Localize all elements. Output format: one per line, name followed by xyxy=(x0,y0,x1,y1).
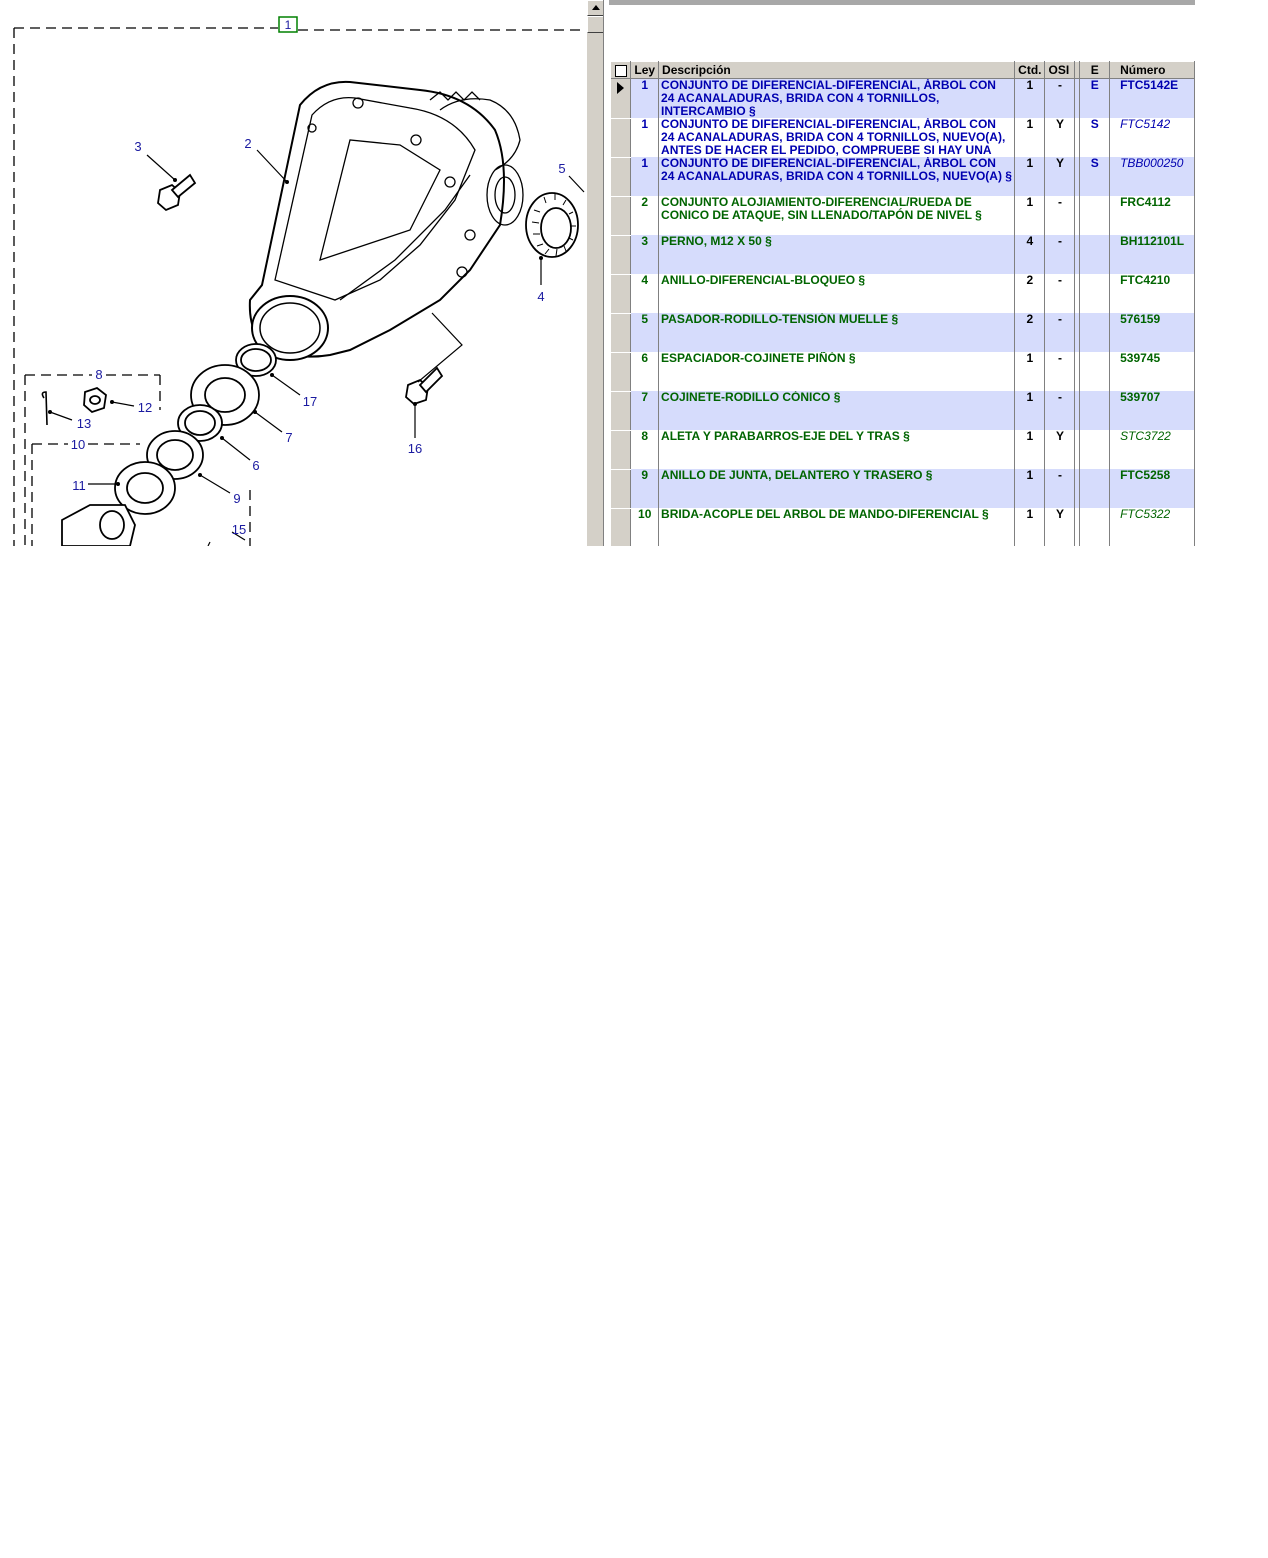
header-osi[interactable]: OSI xyxy=(1045,62,1075,79)
cell-numero: 539707 xyxy=(1110,391,1195,430)
cell-osi: Y xyxy=(1045,430,1075,469)
row-selector[interactable] xyxy=(611,352,631,391)
cell-osi: - xyxy=(1045,352,1075,391)
cell-osi: - xyxy=(1045,79,1075,119)
table-row[interactable] xyxy=(611,430,1195,469)
table-row[interactable] xyxy=(611,196,1195,235)
cell-osi: Y xyxy=(1045,118,1075,157)
select-all-checkbox[interactable] xyxy=(615,65,627,77)
cell-numero: FTC4210 xyxy=(1110,274,1195,313)
cell-e xyxy=(1080,196,1110,235)
cell-numero: FTC5258 xyxy=(1110,469,1195,508)
cell-descripcion: BRIDA-ACOPLE DEL ARBOL DE MANDO-DIFERENCIAL § xyxy=(659,508,1015,546)
callout-10: 10 xyxy=(70,437,86,452)
callout-5: 5 xyxy=(558,161,566,176)
table-row[interactable] xyxy=(611,469,1195,508)
row-selector[interactable] xyxy=(611,430,631,469)
callout-13: 13 xyxy=(76,416,92,431)
cell-ctd: 1 xyxy=(1015,352,1045,391)
callout-8: 8 xyxy=(95,367,103,382)
callout-17: 17 xyxy=(302,394,318,409)
cell-numero: 539745 xyxy=(1110,352,1195,391)
bolt-part-16 xyxy=(406,368,442,404)
select-all-header[interactable] xyxy=(611,62,631,79)
cell-ley: 1 xyxy=(631,118,659,157)
cell-ley: 7 xyxy=(631,391,659,430)
row-selector[interactable] xyxy=(611,118,631,157)
current-row-arrow-icon xyxy=(617,82,624,94)
row-selector[interactable] xyxy=(611,157,631,196)
cell-ley: 5 xyxy=(631,313,659,352)
cell-osi: - xyxy=(1045,235,1075,274)
cell-osi: Y xyxy=(1045,157,1075,196)
cell-e xyxy=(1080,274,1110,313)
callout-9: 9 xyxy=(233,491,241,506)
row-selector[interactable] xyxy=(611,391,631,430)
cell-e xyxy=(1080,508,1110,546)
cell-ley: 10 xyxy=(631,508,659,546)
table-row[interactable] xyxy=(611,274,1195,313)
cell-ley: 6 xyxy=(631,352,659,391)
cell-descripcion: ANILLO-DIFERENCIAL-BLOQUEO § xyxy=(659,274,1015,313)
cell-e: S xyxy=(1080,118,1110,157)
cell-numero: FTC5322 xyxy=(1110,508,1195,546)
cell-ley: 9 xyxy=(631,469,659,508)
cell-numero: FRC4112 xyxy=(1110,196,1195,235)
cell-numero: FTC5142E xyxy=(1110,79,1195,119)
cell-ctd: 1 xyxy=(1015,391,1045,430)
top-scrollbar-edge xyxy=(609,0,1195,5)
row-selector[interactable] xyxy=(611,274,631,313)
cell-e xyxy=(1080,352,1110,391)
cell-e xyxy=(1080,391,1110,430)
cell-ctd: 2 xyxy=(1015,313,1045,352)
row-selector[interactable] xyxy=(611,235,631,274)
cell-ctd: 1 xyxy=(1015,430,1045,469)
cell-osi: - xyxy=(1045,469,1075,508)
header-ley[interactable]: Ley xyxy=(631,62,659,79)
parts-table xyxy=(611,61,1195,546)
callout-2: 2 xyxy=(244,136,252,151)
header-ctd[interactable]: Ctd. xyxy=(1015,62,1045,79)
exploded-parts-diagram[interactable] xyxy=(0,0,586,546)
callout-11: 11 xyxy=(72,478,86,493)
cell-descripcion: ESPACIADOR-COJINETE PIÑÓN § xyxy=(659,352,1015,391)
table-row[interactable] xyxy=(611,508,1195,546)
cell-e xyxy=(1080,469,1110,508)
cell-descripcion: PASADOR-RODILLO-TENSIÓN MUELLE § xyxy=(659,313,1015,352)
split-pin-part-13 xyxy=(42,392,47,425)
cell-numero: FTC5142 xyxy=(1110,118,1195,157)
row-selector[interactable] xyxy=(611,79,631,119)
cell-ley: 1 xyxy=(631,79,659,119)
cell-ctd: 1 xyxy=(1015,79,1045,119)
table-row[interactable] xyxy=(611,352,1195,391)
scroll-thumb[interactable] xyxy=(587,16,604,33)
header-descripcion[interactable]: Descripción xyxy=(659,62,1015,79)
cell-ley: 3 xyxy=(631,235,659,274)
table-row[interactable] xyxy=(611,118,1195,157)
cell-ctd: 1 xyxy=(1015,508,1045,546)
table-row[interactable] xyxy=(611,157,1195,196)
frame-label: 1 xyxy=(284,18,292,32)
cell-ley: 1 xyxy=(631,157,659,196)
callout-4: 4 xyxy=(537,289,545,304)
cell-numero: STC3722 xyxy=(1110,430,1195,469)
callout-6: 6 xyxy=(252,458,260,473)
callout-3: 3 xyxy=(134,139,142,154)
cell-descripcion: CONJUNTO DE DIFERENCIAL-DIFERENCIAL, ÁRBOL CON 24 ACANALADURAS, BRIDA CON 4 TORNILLOS, INTERCAMBIO § xyxy=(659,79,1015,119)
callout-7: 7 xyxy=(285,430,293,445)
callout-12: 12 xyxy=(137,400,153,415)
cell-descripcion: PERNO, M12 X 50 § xyxy=(659,235,1015,274)
scroll-up-arrow-icon[interactable] xyxy=(587,0,604,16)
table-row[interactable] xyxy=(611,235,1195,274)
cell-ley: 8 xyxy=(631,430,659,469)
cell-descripcion: CONJUNTO DE DIFERENCIAL-DIFERENCIAL, ÁRBOL CON 24 ACANALADURAS, BRIDA CON 4 TORNILLOS, NUEVO(A), ANTES DE HACER EL PEDIDO, COMPRUEBE SI HAY UNA xyxy=(659,118,1015,157)
header-e[interactable]: E xyxy=(1080,62,1110,79)
header-numero[interactable]: Número xyxy=(1110,62,1195,79)
row-selector[interactable] xyxy=(611,469,631,508)
locking-ring-part xyxy=(526,193,578,257)
table-row[interactable] xyxy=(611,313,1195,352)
cell-numero: TBB000250 xyxy=(1110,157,1195,196)
nut-part-12 xyxy=(84,388,106,412)
cell-e xyxy=(1080,235,1110,274)
callout-15: 15 xyxy=(231,522,247,537)
cell-ctd: 1 xyxy=(1015,118,1045,157)
cell-numero: BH112101L xyxy=(1110,235,1195,274)
row-selector[interactable] xyxy=(611,508,631,546)
cell-e: E xyxy=(1080,79,1110,119)
callout-16: 16 xyxy=(407,441,423,456)
cell-descripcion: ANILLO DE JUNTA, DELANTERO Y TRASERO § xyxy=(659,469,1015,508)
parts-diagram-pane[interactable] xyxy=(0,0,586,546)
cell-descripcion: CONJUNTO ALOJIAMIENTO-DIFERENCIAL/RUEDA DE CONICO DE ATAQUE, SIN LLENADO/TAPÓN DE NIVEL § xyxy=(659,196,1015,235)
cell-descripcion: COJINETE-RODILLO CÓNICO § xyxy=(659,391,1015,430)
table-row[interactable] xyxy=(611,391,1195,430)
row-selector[interactable] xyxy=(611,196,631,235)
cell-osi: - xyxy=(1045,274,1075,313)
parts-list-pane xyxy=(609,0,1195,546)
diagram-vertical-scrollbar[interactable] xyxy=(586,0,604,546)
parts-grid[interactable] xyxy=(611,61,1195,546)
cell-e: S xyxy=(1080,157,1110,196)
cell-ctd: 1 xyxy=(1015,196,1045,235)
cell-osi: - xyxy=(1045,313,1075,352)
cell-ley: 4 xyxy=(631,274,659,313)
cell-osi: - xyxy=(1045,196,1075,235)
cell-ctd: 2 xyxy=(1015,274,1045,313)
cell-ctd: 1 xyxy=(1015,469,1045,508)
cell-descripcion: CONJUNTO DE DIFERENCIAL-DIFERENCIAL, ÁRBOL CON 24 ACANALADURAS, BRIDA CON 4 TORNILLOS, NUEVO(A) § xyxy=(659,157,1015,196)
cell-ctd: 4 xyxy=(1015,235,1045,274)
cell-ley: 2 xyxy=(631,196,659,235)
cell-osi: Y xyxy=(1045,508,1075,546)
cell-osi: - xyxy=(1045,391,1075,430)
cell-numero: 576159 xyxy=(1110,313,1195,352)
cell-e xyxy=(1080,430,1110,469)
cell-ctd: 1 xyxy=(1015,157,1045,196)
row-selector[interactable] xyxy=(611,313,631,352)
cell-descripcion: ALETA Y PARABARROS-EJE DEL Y TRAS § xyxy=(659,430,1015,469)
table-header-row xyxy=(611,62,1195,79)
cell-e xyxy=(1080,313,1110,352)
table-row[interactable] xyxy=(611,79,1195,119)
